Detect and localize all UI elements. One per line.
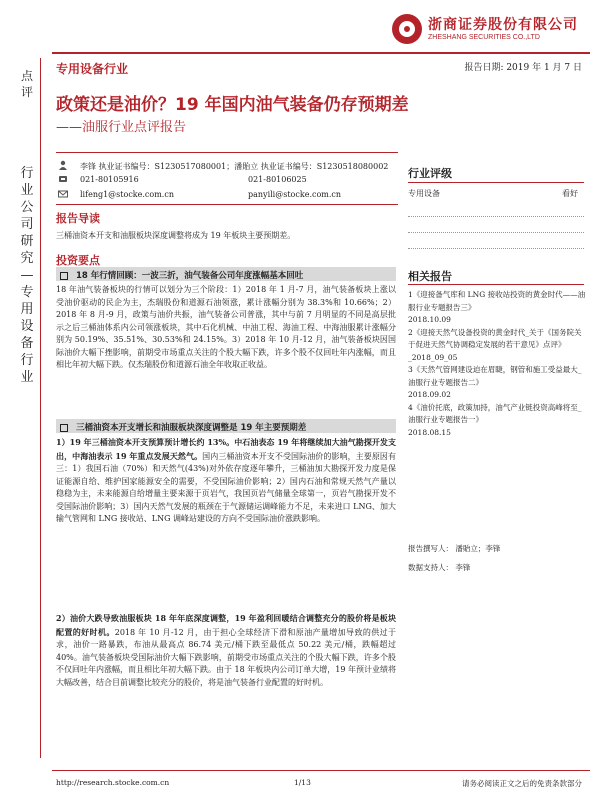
supporters-label: 数据支持人：: [408, 563, 453, 572]
analyst-email-2[interactable]: panyili@stocke.com.cn: [248, 190, 342, 199]
related-divider: [408, 284, 584, 285]
phone-icon: [58, 174, 68, 184]
sidebar-category: 行业公司研究—专用设备行业: [20, 166, 34, 385]
capex-body: 国内三桶油资本开支不受国际油价的影响，主要原因有三：1）我国石油（70%）和天然气(43%)对外依存度逐年攀升，三桶油加大勘探开发力度是保证能源自给、维护国家能源安全的需要，不受国际油价影响；2）国内石油和常规天然气产量以稳稳为主，未来能源自给增量主要来源于页岩气，我国页岩气储量全球第一，页岩气勘探开发不受国际油价影响；3）国内天然气发展的瓶颈在于气源储运调峰能力不足，未来进口 LNG、加大输气管网和 LNG 接收站、LNG 调峰站建设的方向不受国际油价涨跌影响。: [56, 451, 397, 523]
page-subtitle: ——油服行业点评报告: [56, 120, 187, 135]
analyst-names: 李锋 执业证书编号：S1230517080001；潘貽立 执业证书编号：S1230518080002: [80, 162, 389, 171]
related-item-title: 1《迎接备气库和 LNG 接收站投资的黄金时代——油服行业专题报告三》: [408, 290, 586, 312]
square-bullet-icon: [60, 424, 68, 432]
writers-names: 潘貽立；李锋: [455, 544, 501, 553]
oilprice-paragraph: [56, 612, 396, 689]
rating-title: 行业评级: [408, 167, 452, 180]
disclaimer-note: 请务必阅读正文之后的免责条款部分: [462, 779, 582, 788]
page-title: 政策还是油价？19 年国内油气装备仍存预期差: [56, 95, 409, 115]
title-divider: [56, 152, 398, 153]
analyst-phone-2: 021-80106025: [248, 175, 307, 184]
rating-dotline-2: [408, 232, 584, 233]
capex-lead: 1）19 年三桶油资本开支预算预计增长约 13%。中石油表态 19 年将继续加大油气勘探开发支出，中海油表示 19 年重点发展天然气。: [56, 437, 396, 461]
supporters-names: 李锋: [455, 563, 471, 572]
footer-url[interactable]: http://research.stocke.com.cn: [56, 778, 170, 787]
oilprice-lead: 2）油价大跌导致油服板块 18 年年底深度调整，19 年盈利回暖结合调整充分的股价将是板块配置的好时机。: [56, 613, 396, 637]
header-divider: [52, 52, 590, 54]
square-bullet-icon: [60, 272, 68, 280]
related-item-date: 2018.09.02: [408, 390, 451, 399]
sidebar-divider: [40, 58, 41, 758]
guide-heading: 报告导读: [56, 212, 100, 225]
section-bar-1-label: 18 年行情回顾：一波三折，油气装备公司年度涨幅基本回吐: [76, 271, 304, 281]
related-item[interactable]: [408, 402, 586, 440]
guide-text: 三桶油资本开支和油服板块深度调整将成为 19 年板块主要预期差。: [56, 231, 296, 240]
related-item-date: _2018_09_05: [408, 352, 458, 362]
capex-paragraph: [56, 436, 396, 526]
page-number: 1/13: [294, 778, 311, 787]
email-icon: [58, 189, 68, 199]
related-item-date: 2018.08.15: [408, 427, 451, 437]
analyst-phone-1: 021-80105916: [80, 175, 139, 184]
analyst-email-1[interactable]: lifeng1@stocke.com.cn: [80, 190, 174, 199]
analyst-divider: [56, 204, 398, 205]
report-date: 报告日期: 2019 年 1 月 7 日: [464, 63, 582, 73]
section-bar-2-label: 三桶油资本开支增长和油服板块深度调整是 19 年主要预期差: [76, 423, 307, 433]
related-item-date: 2018.10.09: [408, 315, 451, 324]
footer-divider: [52, 770, 590, 771]
related-item-title: 4《油价托底，政策加持，油气产业链投资高峰将至_油服行业专题报告一》: [408, 402, 582, 424]
related-item-title: 3《天然气管网建设迫在眉睫，钢管和施工受益最大_油服行业专题报告二》: [408, 365, 582, 387]
section-bar-1-title: [60, 269, 303, 281]
related-item[interactable]: [408, 289, 586, 327]
related-item[interactable]: [408, 364, 586, 402]
report-writers: [408, 543, 586, 556]
related-item[interactable]: [408, 327, 586, 365]
rating-value: 看好: [562, 189, 578, 198]
sidebar-tag: 点评: [20, 69, 33, 99]
person-icon: [58, 160, 68, 170]
related-list: [408, 289, 586, 439]
rating-sector: 专用设备: [408, 189, 440, 198]
review-paragraph: 18 年油气装备板块的行情可以划分为三个阶段：1）2018 年 1 月-7 月，油气装备板块上涨以受油价驱动的民企为主，杰瑞股份和道源石油领涨，累计涨幅分别为 38.3%和 10.66%；2）2018 年 8 月-9 月，政策与油价共振，油气装备公司普涨，其中与前 7 月明显的不同是高层批示之后三桶油体系内公司领涨板块，其中石化机械、中油工程、海油工程、中海油服累计涨幅分别为 50.19%、35.51%、30.53%和 24.15%。3）2018 年 10 月-12 月，油气装备板块因国际油价大幅下挫影响，前期受市场重点关注的个股大幅下跌，许多个股不仅回吐年内涨幅，而且相比年初大幅下跌。仅杰瑞股份和道源石油全年收取正收益。: [56, 285, 396, 369]
industry-label: 专用设备行业: [56, 62, 129, 76]
brand-name-en: ZHESHANG SECURITIES CO.,LTD: [428, 34, 540, 41]
related-title: 相关报告: [408, 270, 452, 283]
invest-heading: 投资要点: [56, 254, 100, 267]
oilprice-body: 2018 年 10 月-12 月，由于担心全球经济下滑和原油产量增加导致的供过于求，油价一路暴跌，布油从最高点 86.74 美元/桶下跌至最低点 50.22 美元/桶，跌幅超过 40%。油气装备板块受国际油价大幅下跌影响，前期受市场重点关注的个股大幅下跌，许多个股不仅回吐年内涨幅，而且相比年初大幅下跌。由于 18 年板块内公司订单大增，19 年预计业绩将大幅改善，结合目前调整比较充分的股价，将是油气装备行业配置的好时机。: [56, 627, 397, 687]
brand-name-cn: 浙商证券股份有限公司: [428, 17, 578, 33]
rating-dotline-1: [408, 216, 584, 217]
rating-dotline-3: [408, 248, 584, 249]
writers-label: 报告撰写人：: [408, 544, 453, 553]
brand-logo-icon: [392, 14, 422, 44]
related-item-title: 2《迎接天然气设备投资的黄金时代_关于《国务院关于促进天然气协调稳定发展的若干意见》点评》: [408, 327, 582, 349]
rating-divider: [408, 182, 584, 183]
section-bar-2-title: [60, 421, 306, 433]
data-supporters: [408, 562, 586, 575]
